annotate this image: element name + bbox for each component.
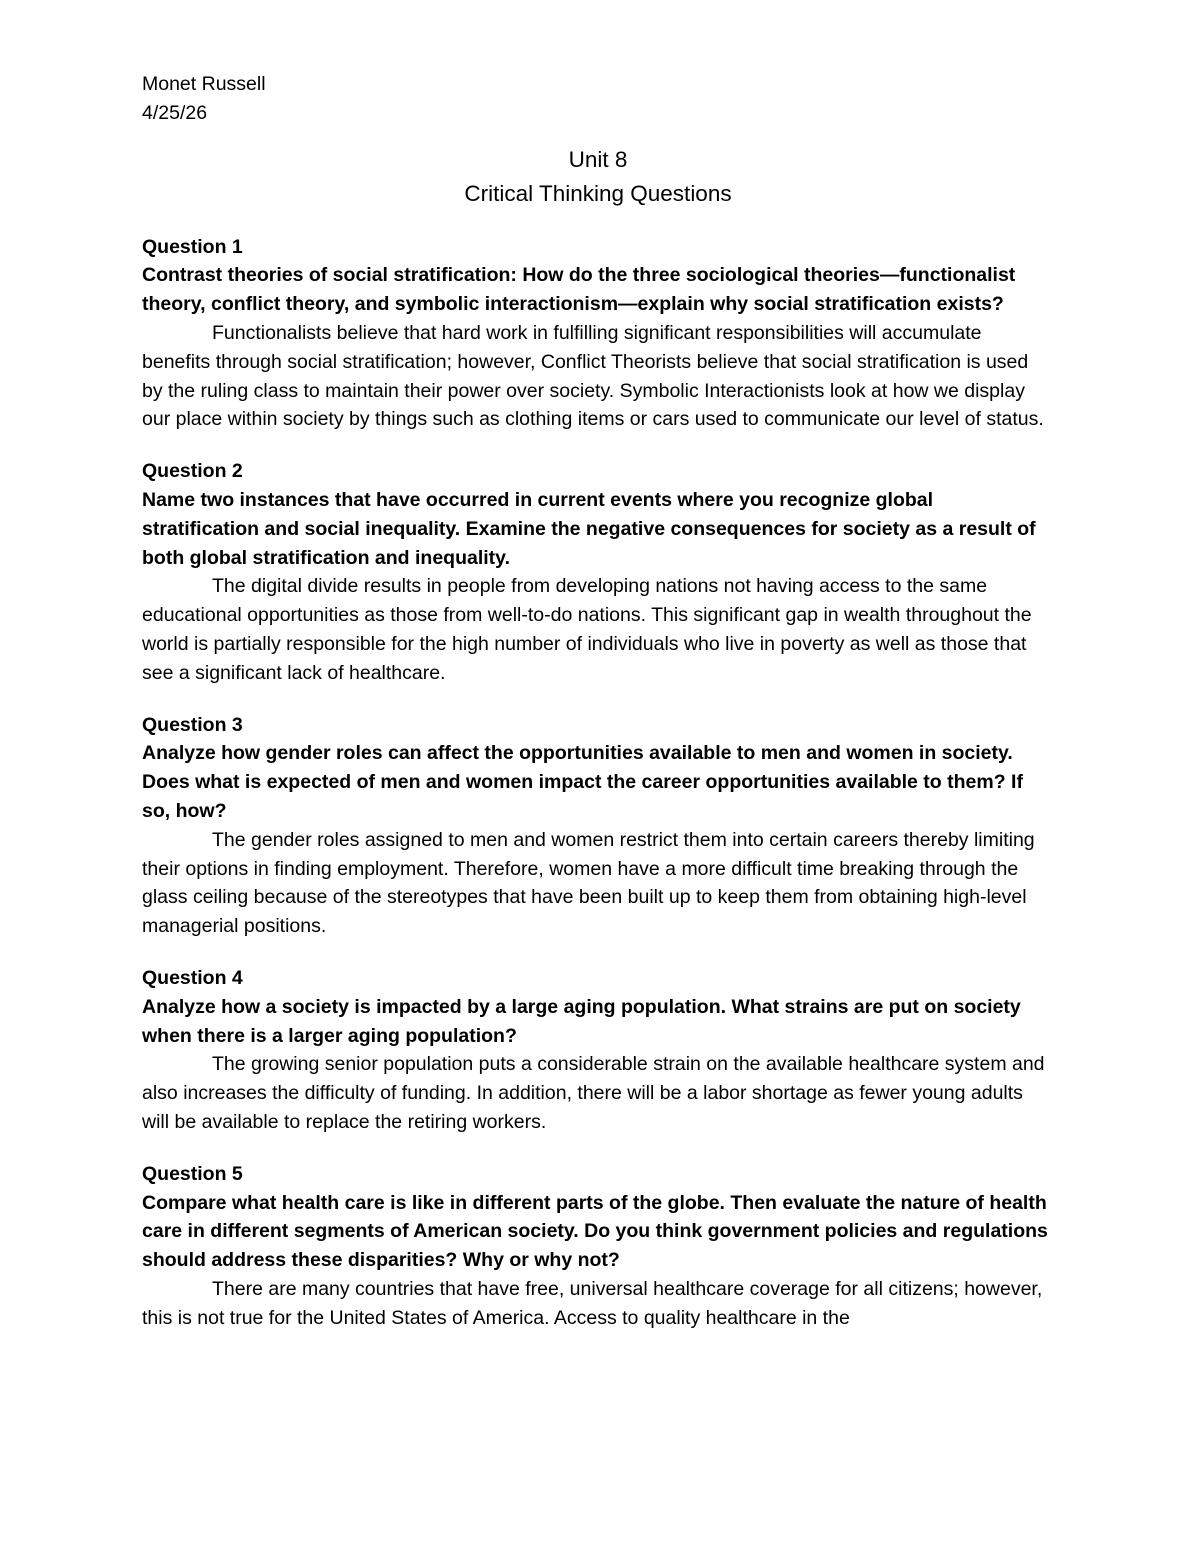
question-prompt: Compare what health care is like in different parts of the globe. Then evaluate the nature of health care in different segments of American society. Do you think government policies and regulations should address these disparities? Why or why not?: [142, 1191, 1048, 1272]
question-prompt: Name two instances that have occurred in current events where you recognize global stratification and social inequality. Examine the negative consequences for society as a result of both global stratification and inequality.: [142, 488, 1036, 569]
question-answer: There are many countries that have free, universal healthcare coverage for all citizens; however, this is not true for the United States of America. Access to quality healthcare in the: [142, 1277, 1043, 1329]
question-block-4: [142, 964, 1054, 1137]
question-label: Question 1: [142, 235, 243, 258]
question-block-5: [142, 1160, 1054, 1333]
document-subtitle: Critical Thinking Questions: [464, 180, 732, 206]
question-prompt: Contrast theories of social stratification: How do the three sociological theories—functionalist theory, conflict theory, and symbolic interactionism—explain why social stratification exists?: [142, 264, 1016, 316]
question-label: Question 4: [142, 966, 243, 989]
unit-title: Unit 8: [568, 146, 628, 172]
question-prompt: Analyze how a society is impacted by a large aging population. What strains are put on society when there is a larger aging population?: [142, 995, 1021, 1047]
question-label: Question 5: [142, 1162, 243, 1185]
question-block-1: [142, 233, 1054, 435]
author-name: Monet Russell: [142, 73, 266, 95]
question-block-2: [142, 457, 1054, 687]
author-header: [142, 70, 1054, 128]
question-answer: Functionalists believe that hard work in fulfilling significant responsibilities will accumulate benefits through social stratification; however, Conflict Theorists believe that social stratification is used by the ruling class to maintain their power over society. Symbolic Interactionists look at how we display our place within society by things such as clothing items or cars used to communicate our level of status.: [142, 321, 1044, 431]
question-prompt: Analyze how gender roles can affect the opportunities available to men and women in society. Does what is expected of men and women impact the career opportunities available to them? If so, how?: [142, 742, 1023, 822]
title-block: [142, 143, 1054, 211]
question-answer: The growing senior population puts a considerable strain on the available healthcare system and also increases the difficulty of funding. In addition, there will be a labor shortage as fewer young adults will be available to replace the retiring workers.: [142, 1053, 1045, 1133]
document-date: 4/25/26: [142, 101, 208, 124]
question-label: Question 3: [142, 713, 243, 736]
question-label: Question 2: [142, 460, 243, 483]
question-answer: The gender roles assigned to men and women restrict them into certain careers thereby limiting their options in finding employment. Therefore, women have a more difficult time breaking through the glass ceiling because of the stereotypes that have been built up to keep them from obtaining high-level managerial positions.: [142, 828, 1035, 938]
document-body: [142, 70, 1054, 1332]
question-block-3: [142, 711, 1054, 941]
question-answer: The digital divide results in people from developing nations not having access to the same educational opportunities as those from well-to-do nations. This significant gap in wealth throughout the world is partially responsible for the high number of individuals who live in poverty as well as those that see a significant lack of healthcare.: [142, 575, 1032, 684]
